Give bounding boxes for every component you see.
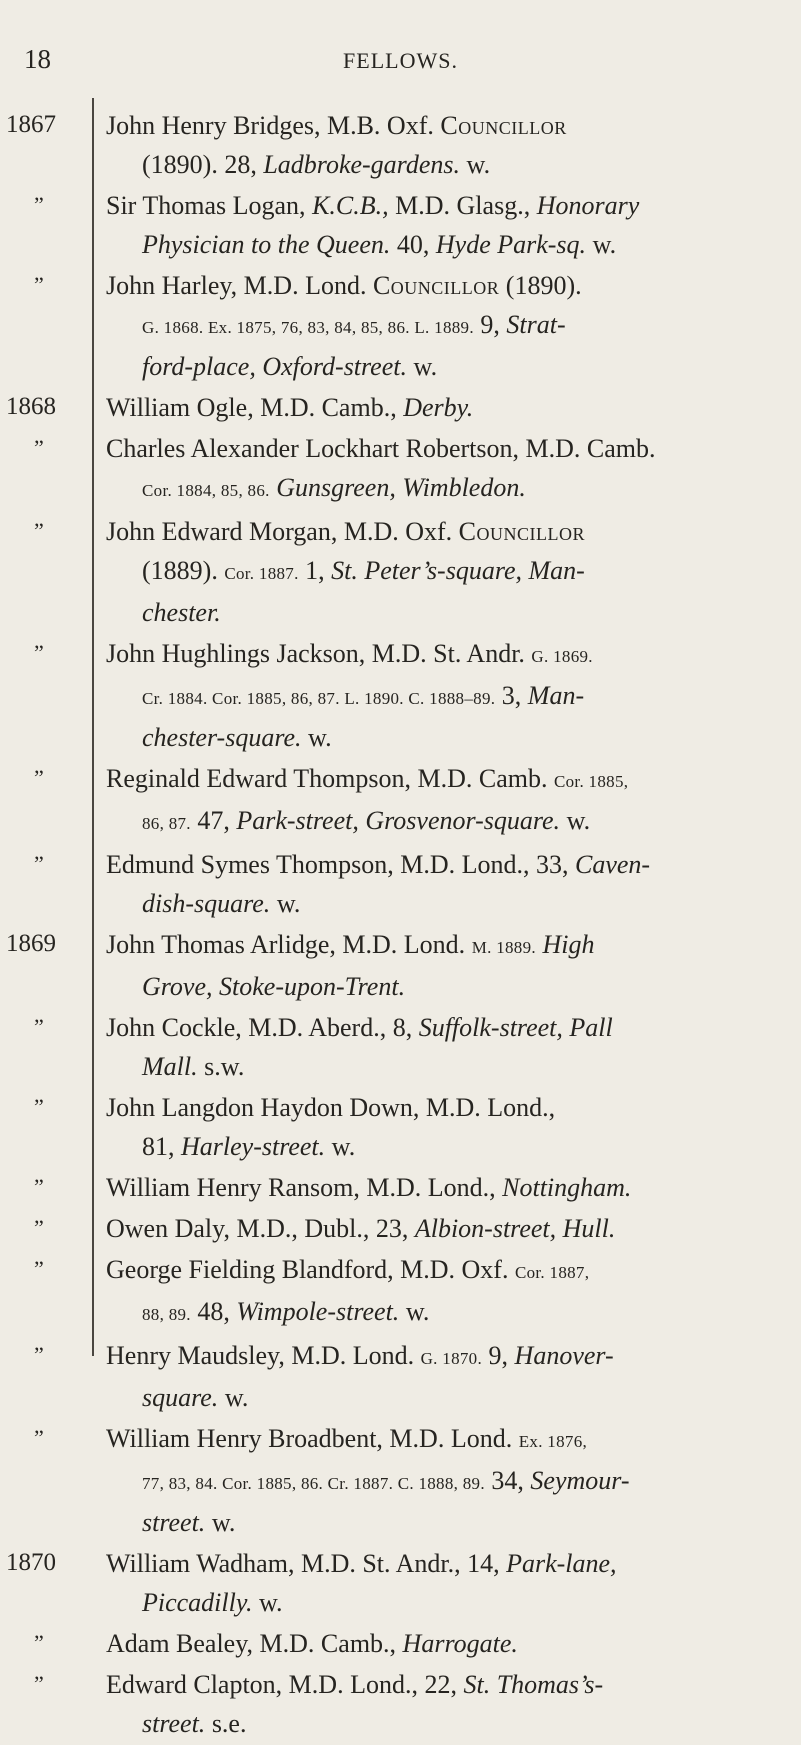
offices-text: 77, 83, 84. Cor. 1885, 86. Cr. 1887. C. 1888, 89. (142, 1474, 485, 1493)
address-text: Mall. (142, 1052, 198, 1081)
entry-line (106, 1336, 784, 1378)
entry-text: John Henry Bridges, M.B. Oxf. (106, 111, 441, 140)
election-year: 1869 (6, 930, 56, 957)
offices-text: Cr. 1884. Cor. 1885, 86, 87. L. 1890. C. 1888–89. (142, 689, 496, 708)
offices-text: G. 1870. (420, 1349, 483, 1368)
entry-text: 81, (142, 1132, 181, 1161)
ditto-mark: ” (34, 1174, 44, 1199)
entry-text: s.e. (205, 1709, 247, 1738)
entry-text: w. (560, 806, 591, 835)
fellow-entry (0, 634, 801, 757)
fellow-entry (0, 186, 801, 264)
ditto-mark: ” (34, 1215, 44, 1240)
entry-line (106, 106, 784, 145)
address-text: Strat- (506, 310, 566, 339)
entry-line (106, 967, 784, 1006)
fellow-entry (0, 1168, 801, 1207)
entry-text: William Henry Ransom, M.D. Lond., (106, 1173, 503, 1202)
fellow-text (106, 1419, 784, 1542)
entry-line (106, 925, 784, 967)
entry-line (106, 1127, 784, 1166)
entry-text: John Thomas Arlidge, M.D. Lond. (106, 930, 472, 959)
ditto-mark: ” (34, 1342, 44, 1367)
entry-line (106, 801, 784, 843)
offices-text: 86, 87. (142, 814, 191, 833)
entry-text: w. (407, 352, 438, 381)
ditto-mark: ” (34, 1630, 44, 1655)
election-year: 1867 (6, 111, 56, 138)
address-text: Wimpole-street. (236, 1297, 400, 1326)
address-text: Harrogate. (402, 1629, 518, 1658)
offices-text: Cor. 1884, 85, 86. (142, 481, 270, 500)
entry-text: Adam Bealey, M.D. Camb., (106, 1629, 403, 1658)
entry-line (106, 1209, 784, 1248)
fellow-text (106, 1336, 784, 1417)
fellow-text (106, 634, 784, 757)
address-text: street. (142, 1508, 206, 1537)
entry-line (106, 266, 784, 305)
entry-text: w. (399, 1297, 430, 1326)
fellow-entry (0, 1419, 801, 1542)
entry-line (106, 593, 784, 632)
fellow-text (106, 845, 784, 923)
entry-text: w. (325, 1132, 356, 1161)
entry-text: 48, (190, 1297, 237, 1326)
address-text: ford-place, Oxford-street. (142, 352, 407, 381)
address-text: Hanover- (514, 1341, 614, 1370)
entry-text: William Henry Broadbent, M.D. Lond. (106, 1424, 519, 1453)
entry-text: 1, (298, 556, 332, 585)
entry-line (106, 1250, 784, 1292)
entry-line (106, 347, 784, 386)
address-text: Nottingham. (502, 1173, 632, 1202)
entry-line (106, 468, 784, 510)
address-text: square. (142, 1383, 219, 1412)
entry-line (106, 759, 784, 801)
office-title: Councillor (372, 271, 500, 300)
fellow-entry (0, 1624, 801, 1663)
fellow-text (106, 106, 784, 184)
entry-text: (1889). (142, 556, 225, 585)
entry-text: (1890). 28, (142, 150, 264, 179)
entry-line (106, 1665, 784, 1704)
address-text: St. Thomas’s- (463, 1670, 604, 1699)
fellow-text (106, 1209, 784, 1248)
entry-line (106, 388, 784, 427)
entry-text: Reginald Edward Thompson, M.D. Camb. (106, 764, 554, 793)
entry-text: Charles Alexander Lockhart Robertson, M.D. Camb. (106, 434, 656, 463)
entry-text: M.D. Glasg., (388, 191, 537, 220)
entry-line (106, 884, 784, 923)
offices-text: M. 1889. (471, 938, 536, 957)
entry-text: George Fielding Blandford, M.D. Oxf. (106, 1255, 515, 1284)
entry-text: w. (252, 1588, 283, 1617)
offices-text: 88, 89. (142, 1305, 191, 1324)
entry-line (106, 145, 784, 184)
ditto-mark: ” (34, 765, 44, 790)
entry-line (106, 551, 784, 593)
election-year: 1870 (6, 1549, 56, 1576)
entry-line (106, 676, 784, 718)
fellow-text (106, 1624, 784, 1663)
offices-text: Cor. 1885, (553, 772, 629, 791)
fellow-entry (0, 1008, 801, 1086)
address-text: chester. (142, 598, 221, 627)
fellow-entry (0, 1544, 801, 1622)
entry-text: William Wadham, M.D. St. Andr., 14, (106, 1549, 507, 1578)
address-text: High (542, 930, 595, 959)
entry-line (106, 1088, 784, 1127)
ditto-mark: ” (34, 1256, 44, 1281)
entry-text: w. (218, 1383, 249, 1412)
offices-text: Ex. 1876, (518, 1432, 588, 1451)
entry-line (106, 225, 784, 264)
entry-text: John Hughlings Jackson, M.D. St. Andr. (106, 639, 532, 668)
fellow-entry (0, 1665, 801, 1743)
address-text: dish-square. (142, 889, 271, 918)
page-number: 18 (24, 44, 51, 74)
fellow-entry (0, 1250, 801, 1334)
entry-text: (1890). (499, 271, 582, 300)
fellow-text (106, 1665, 784, 1743)
ditto-mark: ” (34, 640, 44, 665)
entry-text: John Harley, M.D. Lond. (106, 271, 373, 300)
ditto-mark: ” (34, 192, 44, 217)
entry-line (106, 1047, 784, 1086)
fellow-entry (0, 106, 801, 184)
fellow-text (106, 266, 784, 386)
fellow-text (106, 1088, 784, 1166)
entry-text: w. (301, 723, 332, 752)
entry-text: Edward Clapton, M.D. Lond., 22, (106, 1670, 464, 1699)
office-title: Councillor (458, 517, 585, 546)
fellow-text (106, 759, 784, 843)
entry-line (106, 1168, 784, 1207)
offices-text: G. 1869. (531, 647, 593, 666)
fellow-text (106, 1544, 784, 1622)
fellow-text (106, 1250, 784, 1334)
fellow-entry (0, 429, 801, 510)
entry-line (106, 1544, 784, 1583)
address-text: Suffolk-street, Pall (418, 1013, 613, 1042)
entry-text: w. (205, 1508, 236, 1537)
address-text: Park-street, Grosvenor-square. (236, 806, 561, 835)
entry-text: 34, (484, 1466, 531, 1495)
fellow-entry (0, 1088, 801, 1166)
fellow-entry (0, 759, 801, 843)
fellow-entry (0, 512, 801, 632)
entry-text: Sir Thomas Logan, (106, 191, 313, 220)
fellow-entry (0, 925, 801, 1006)
fellow-text (106, 925, 784, 1006)
entry-line (106, 512, 784, 551)
offices-text: G. 1868. Ex. 1875, 76, 83, 84, 85, 86. L. 1889. (142, 318, 474, 337)
entry-line (106, 1461, 784, 1503)
entry-text: John Cockle, M.D. Aberd., 8, (106, 1013, 419, 1042)
entry-text: William Ogle, M.D. Camb., (106, 393, 404, 422)
fellow-text (106, 512, 784, 632)
address-text: Albion-street, Hull. (414, 1214, 616, 1243)
fellow-entry (0, 266, 801, 386)
ditto-mark: ” (34, 1425, 44, 1450)
fellows-list (0, 106, 801, 1745)
ditto-mark: ” (34, 1014, 44, 1039)
ditto-mark: ” (34, 851, 44, 876)
entry-line (106, 1503, 784, 1542)
entry-line (106, 845, 784, 884)
fellow-text (106, 1008, 784, 1086)
entry-line (106, 1419, 784, 1461)
address-text: St. Peter’s-square, Man- (331, 556, 585, 585)
entry-text: 9, (473, 310, 507, 339)
fellow-text (106, 1168, 784, 1207)
entry-line (106, 1008, 784, 1047)
office-title: Councillor (440, 111, 567, 140)
address-text: Hyde Park-sq. (435, 230, 587, 259)
entry-line (106, 1292, 784, 1334)
fellow-text (106, 429, 784, 510)
entry-line (106, 634, 784, 676)
address-text: Caven- (574, 850, 651, 879)
ditto-mark: ” (34, 1094, 44, 1119)
fellow-entry (0, 388, 801, 427)
ditto-mark: ” (34, 518, 44, 543)
entry-line (106, 718, 784, 757)
entry-text: Henry Maudsley, M.D. Lond. (106, 1341, 421, 1370)
address-text: Derby. (403, 393, 474, 422)
fellow-entry (0, 845, 801, 923)
fellow-text (106, 186, 784, 264)
entry-text: 3, (495, 681, 528, 710)
address-text: Ladbroke-gardens. (263, 150, 460, 179)
address-text: Park-lane, (506, 1549, 617, 1578)
entry-text: s.w. (197, 1052, 245, 1081)
entry-line (106, 1624, 784, 1663)
entry-line (106, 1378, 784, 1417)
entry-line (106, 305, 784, 347)
offices-text: Cor. 1887, (514, 1263, 590, 1282)
entry-text: w. (270, 889, 301, 918)
address-text: K.C.B., (312, 191, 389, 220)
entry-text: 40, (390, 230, 436, 259)
entry-line (106, 1704, 784, 1743)
address-text: chester-square. (142, 723, 302, 752)
offices-text: Cor. 1887. (224, 564, 299, 583)
ditto-mark: ” (34, 435, 44, 460)
entry-line (106, 1583, 784, 1622)
entry-text: 9, (482, 1341, 515, 1370)
entry-text: w. (460, 150, 491, 179)
entry-text: Edmund Symes Thompson, M.D. Lond., 33, (106, 850, 575, 879)
fellow-entry (0, 1209, 801, 1248)
ditto-mark: ” (34, 1671, 44, 1696)
address-text: Gunsgreen, Wimbledon. (276, 473, 526, 502)
fellow-text (106, 388, 784, 427)
fellow-entry (0, 1336, 801, 1417)
ditto-mark: ” (34, 272, 44, 297)
entry-text: John Langdon Haydon Down, M.D. Lond., (106, 1093, 556, 1122)
entry-line (106, 429, 784, 468)
entry-text: 47, (190, 806, 237, 835)
address-text: Grove, Stoke-upon-Trent. (142, 972, 406, 1001)
entry-text: w. (586, 230, 617, 259)
entry-text: John Edward Morgan, M.D. Oxf. (106, 517, 459, 546)
entry-text: Owen Daly, M.D., Dubl., 23, (106, 1214, 415, 1243)
entry-line (106, 186, 784, 225)
election-year: 1868 (6, 393, 56, 420)
address-text: Physician to the Queen. (142, 230, 391, 259)
address-text: Harley-street. (181, 1132, 326, 1161)
address-text: Piccadilly. (142, 1588, 253, 1617)
address-text: street. (142, 1709, 206, 1738)
running-title: FELLOWS. (343, 48, 458, 73)
address-text: Seymour- (530, 1466, 630, 1495)
address-text: Man- (527, 681, 585, 710)
address-text: Honorary (536, 191, 640, 220)
